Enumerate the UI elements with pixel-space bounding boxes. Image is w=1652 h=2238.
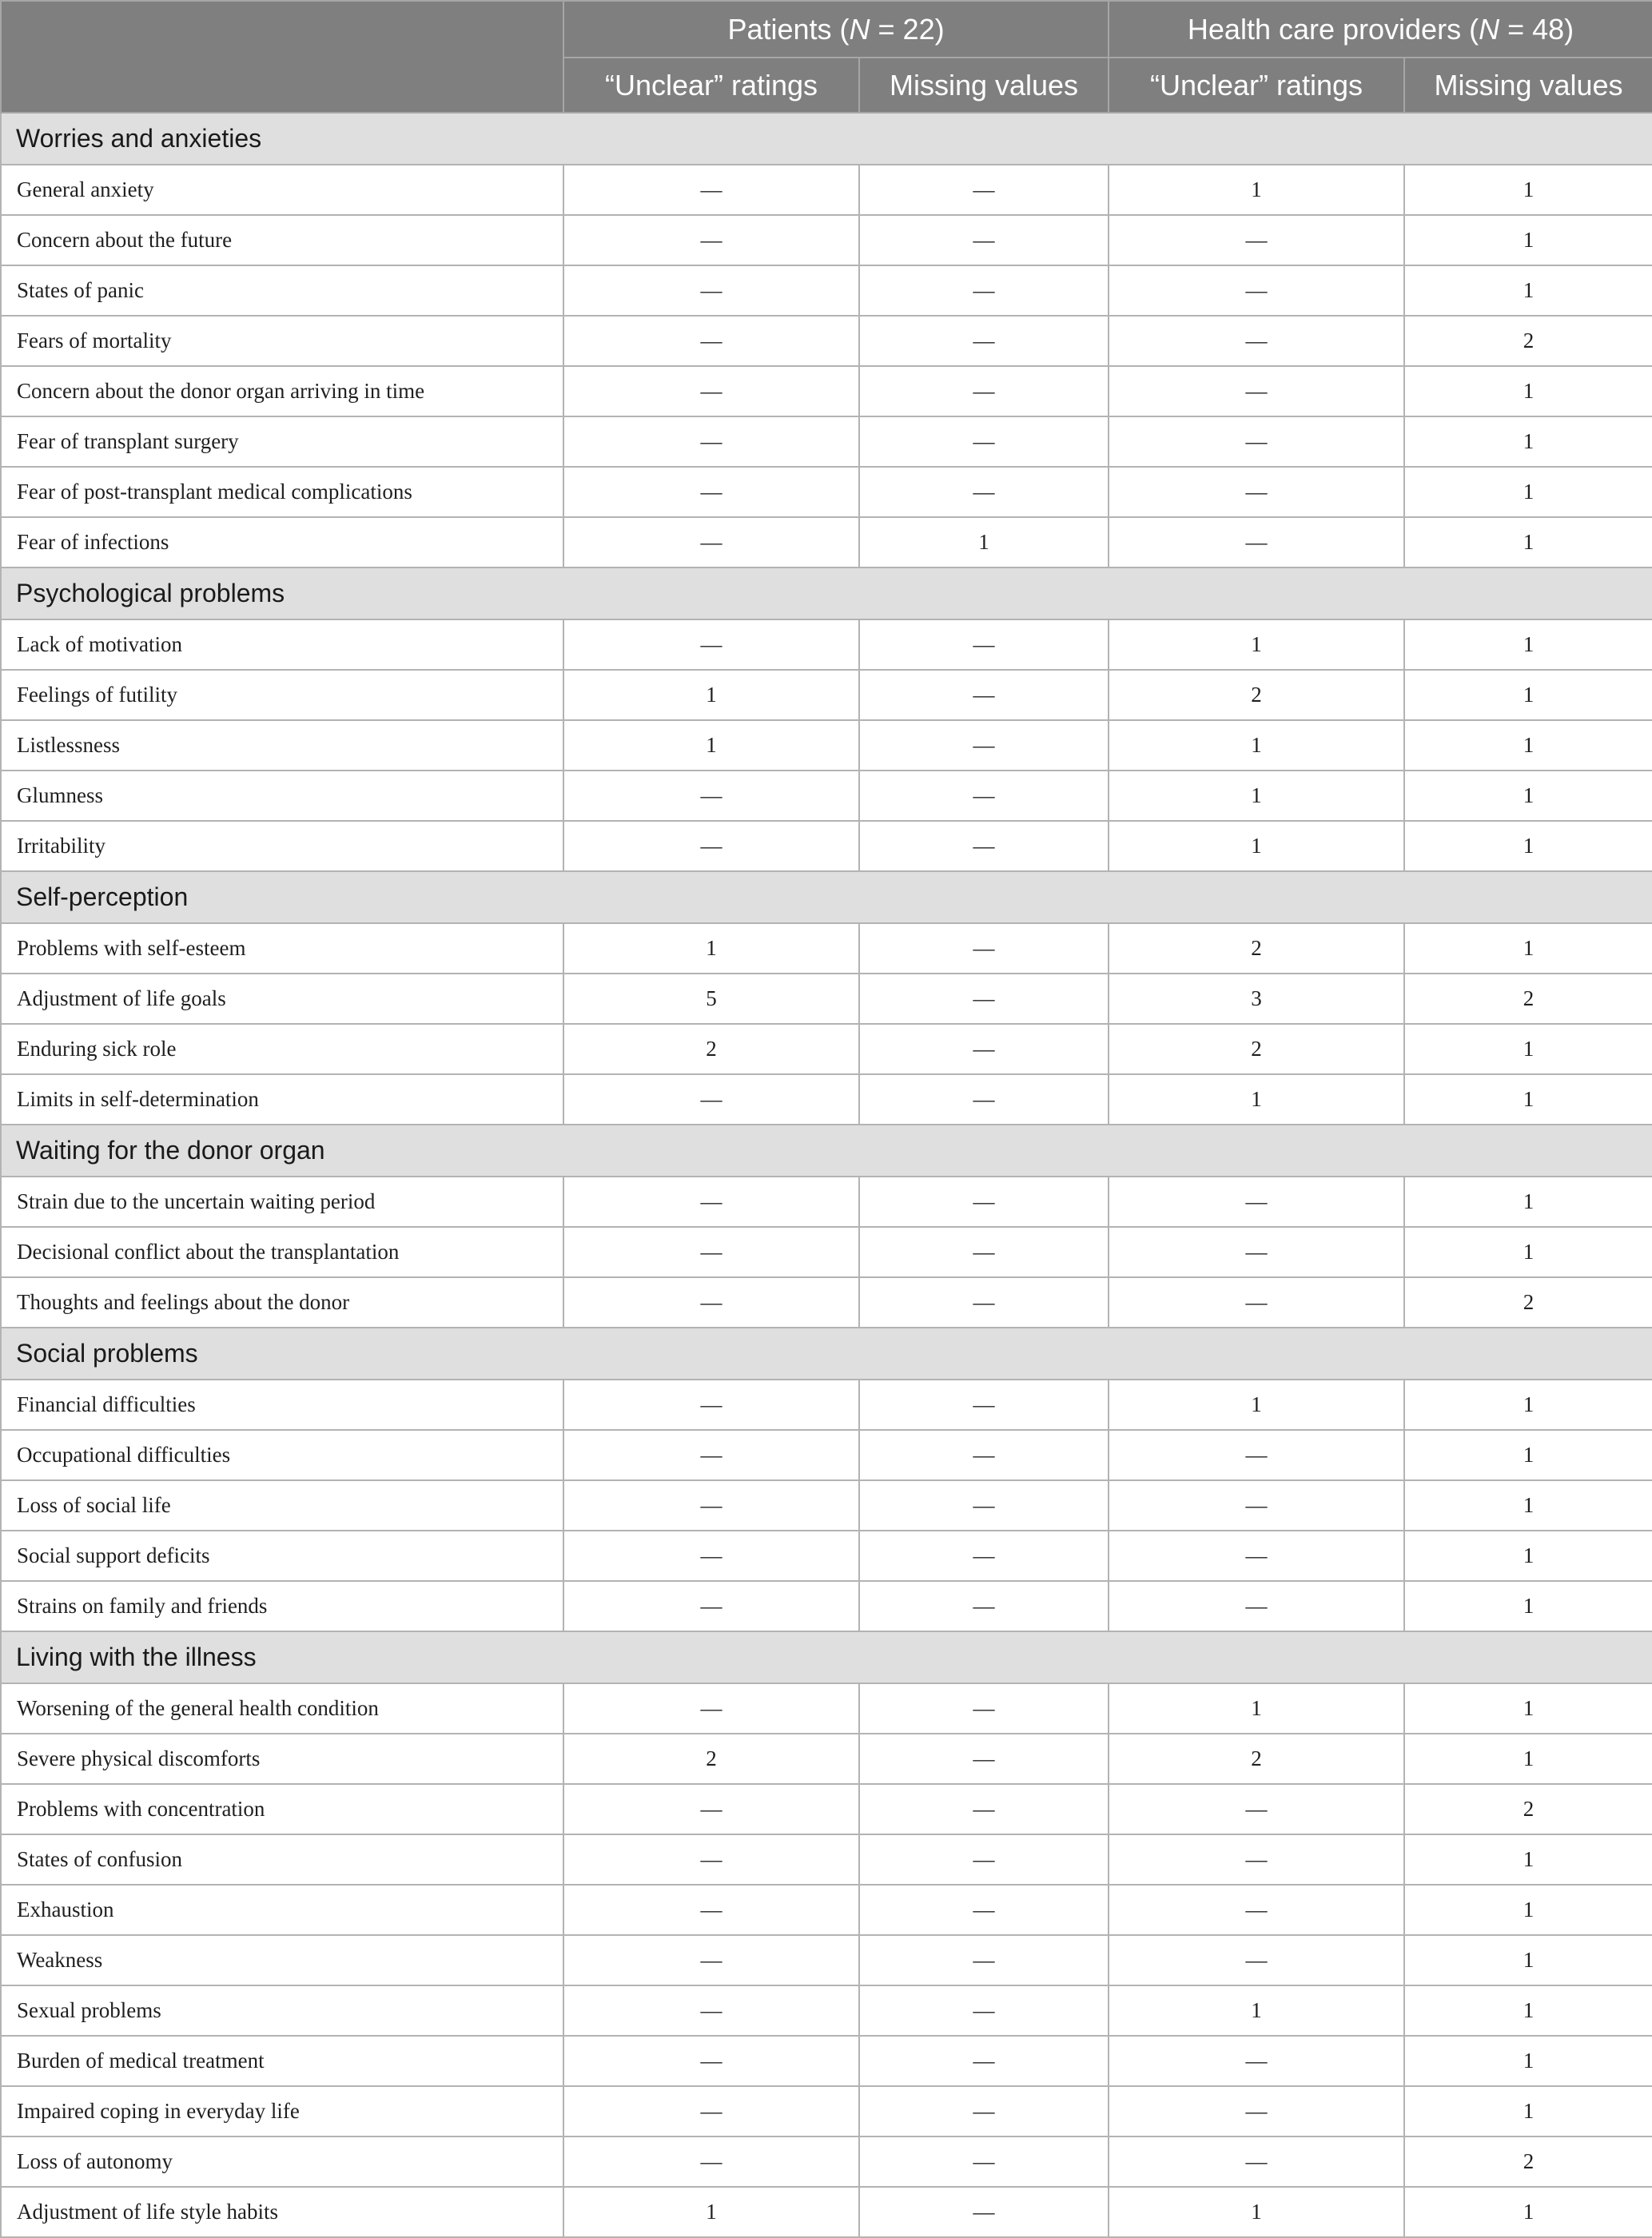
patients-unclear-cell: 5 — [563, 974, 859, 1024]
table-row — [1, 1380, 1652, 1430]
patients-suffix: = 22) — [870, 12, 945, 46]
providers-unclear-cell: 3 — [1109, 974, 1404, 1024]
table-row — [1, 1480, 1652, 1531]
patients-missing-cell: — — [859, 366, 1109, 416]
header-group-row — [1, 1, 1652, 58]
table-row — [1, 619, 1652, 670]
patients-unclear-cell: — — [563, 165, 859, 215]
patients-unclear-cell: — — [563, 1074, 859, 1125]
providers-missing-cell: 2 — [1404, 2136, 1652, 2187]
patients-unclear-cell: — — [563, 1227, 859, 1277]
table-row — [1, 517, 1652, 567]
row-label: Sexual problems — [1, 1985, 563, 2036]
patients-unclear-cell: 2 — [563, 1734, 859, 1784]
patients-unclear-cell: — — [563, 467, 859, 517]
header-providers-unclear: “Unclear” ratings — [1109, 58, 1404, 113]
patients-missing-cell: — — [859, 1734, 1109, 1784]
providers-unclear-cell: 1 — [1109, 1683, 1404, 1734]
header-patients-group — [563, 1, 1109, 58]
patients-unclear-cell: — — [563, 2036, 859, 2086]
providers-missing-cell: 1 — [1404, 1935, 1652, 1985]
table-row — [1, 974, 1652, 1024]
patients-missing-cell: — — [859, 1277, 1109, 1328]
table-row — [1, 2086, 1652, 2136]
table-row — [1, 670, 1652, 720]
patients-missing-cell: — — [859, 2136, 1109, 2187]
providers-missing-cell: 1 — [1404, 1480, 1652, 1531]
header-patients-missing: Missing values — [859, 58, 1109, 113]
table-row — [1, 215, 1652, 265]
providers-missing-cell: 1 — [1404, 1380, 1652, 1430]
patients-unclear-cell: — — [563, 1380, 859, 1430]
table-header — [1, 1, 1652, 113]
providers-missing-cell: 1 — [1404, 2036, 1652, 2086]
table-row — [1, 1683, 1652, 1734]
providers-unclear-cell: 1 — [1109, 1985, 1404, 2036]
table-row — [1, 1277, 1652, 1328]
patients-unclear-cell: 1 — [563, 670, 859, 720]
providers-unclear-cell: 1 — [1109, 1380, 1404, 1430]
providers-unclear-cell: — — [1109, 2086, 1404, 2136]
providers-unclear-cell: — — [1109, 1227, 1404, 1277]
providers-missing-cell: 1 — [1404, 1074, 1652, 1125]
providers-missing-cell: 1 — [1404, 2086, 1652, 2136]
patients-unclear-cell: — — [563, 2136, 859, 2187]
row-label: Exhaustion — [1, 1885, 563, 1935]
providers-missing-cell: 1 — [1404, 2187, 1652, 2237]
providers-prefix: Health care providers ( — [1187, 12, 1479, 46]
section-title: Worries and anxieties — [1, 113, 1652, 165]
table-row — [1, 2136, 1652, 2187]
row-label: Loss of social life — [1, 1480, 563, 1531]
table-row — [1, 316, 1652, 366]
patients-missing-cell: 1 — [859, 517, 1109, 567]
patients-missing-cell: — — [859, 2187, 1109, 2237]
table-body — [1, 113, 1652, 2237]
table-row — [1, 923, 1652, 974]
patients-unclear-cell: — — [563, 1885, 859, 1935]
providers-missing-cell: 1 — [1404, 1683, 1652, 1734]
header-patients-unclear: “Unclear” ratings — [563, 58, 859, 113]
providers-unclear-cell: — — [1109, 2136, 1404, 2187]
row-label: Severe physical discomforts — [1, 1734, 563, 1784]
table-row — [1, 771, 1652, 821]
patients-missing-cell: — — [859, 316, 1109, 366]
row-label: Fear of infections — [1, 517, 563, 567]
row-label: Occupational difficulties — [1, 1430, 563, 1480]
providers-missing-cell: 1 — [1404, 1834, 1652, 1885]
patients-missing-cell: — — [859, 1480, 1109, 1531]
providers-missing-cell: 1 — [1404, 1531, 1652, 1581]
patients-missing-cell: — — [859, 1834, 1109, 1885]
table-row — [1, 720, 1652, 771]
providers-unclear-cell: 1 — [1109, 771, 1404, 821]
patients-unclear-cell: — — [563, 1480, 859, 1531]
providers-missing-cell: 1 — [1404, 467, 1652, 517]
patients-unclear-cell: — — [563, 1277, 859, 1328]
providers-unclear-cell: — — [1109, 416, 1404, 467]
patients-missing-cell: — — [859, 619, 1109, 670]
patients-missing-cell: — — [859, 1985, 1109, 2036]
row-label: Enduring sick role — [1, 1024, 563, 1074]
providers-unclear-cell: — — [1109, 1885, 1404, 1935]
table-row — [1, 1074, 1652, 1125]
patients-missing-cell: — — [859, 2086, 1109, 2136]
patients-missing-cell: — — [859, 416, 1109, 467]
providers-unclear-cell: — — [1109, 1935, 1404, 1985]
section-title: Social problems — [1, 1328, 1652, 1380]
row-label: Problems with concentration — [1, 1784, 563, 1834]
patients-unclear-cell: 1 — [563, 720, 859, 771]
section-title: Psychological problems — [1, 567, 1652, 619]
row-label: Glumness — [1, 771, 563, 821]
section-title: Living with the illness — [1, 1631, 1652, 1683]
patients-missing-cell: — — [859, 215, 1109, 265]
row-label: Limits in self-determination — [1, 1074, 563, 1125]
table-row — [1, 1430, 1652, 1480]
providers-unclear-cell: — — [1109, 316, 1404, 366]
patients-missing-cell: — — [859, 1885, 1109, 1935]
providers-suffix: = 48) — [1499, 12, 1574, 46]
providers-unclear-cell: — — [1109, 1531, 1404, 1581]
patients-unclear-cell: — — [563, 265, 859, 316]
providers-missing-cell: 1 — [1404, 720, 1652, 771]
providers-missing-cell: 1 — [1404, 1985, 1652, 2036]
patients-missing-cell: — — [859, 1581, 1109, 1631]
section-row — [1, 1328, 1652, 1380]
patients-missing-cell: — — [859, 974, 1109, 1024]
table-row — [1, 1177, 1652, 1227]
patients-unclear-cell: — — [563, 1531, 859, 1581]
providers-missing-cell: 1 — [1404, 821, 1652, 871]
providers-missing-cell: 1 — [1404, 1734, 1652, 1784]
providers-unclear-cell: — — [1109, 2036, 1404, 2086]
table-row — [1, 1935, 1652, 1985]
row-label: Irritability — [1, 821, 563, 871]
row-label: Fear of post-transplant medical complications — [1, 467, 563, 517]
row-label: Concern about the future — [1, 215, 563, 265]
patients-missing-cell: — — [859, 467, 1109, 517]
row-label: Weakness — [1, 1935, 563, 1985]
row-label: Feelings of futility — [1, 670, 563, 720]
patients-missing-cell: — — [859, 1024, 1109, 1074]
table-row — [1, 1885, 1652, 1935]
table-row — [1, 1581, 1652, 1631]
table-row — [1, 1784, 1652, 1834]
providers-missing-cell: 2 — [1404, 1784, 1652, 1834]
patients-unclear-cell: 1 — [563, 2187, 859, 2237]
table-row — [1, 467, 1652, 517]
table-row — [1, 1227, 1652, 1277]
providers-missing-cell: 1 — [1404, 1227, 1652, 1277]
providers-unclear-cell: — — [1109, 215, 1404, 265]
patients-missing-cell: — — [859, 265, 1109, 316]
table-row — [1, 165, 1652, 215]
section-row — [1, 1125, 1652, 1177]
providers-missing-cell: 1 — [1404, 670, 1652, 720]
patients-unclear-cell: — — [563, 416, 859, 467]
patients-missing-cell: — — [859, 165, 1109, 215]
providers-missing-cell: 1 — [1404, 165, 1652, 215]
row-label: Decisional conflict about the transplantation — [1, 1227, 563, 1277]
table-row — [1, 265, 1652, 316]
section-title: Waiting for the donor organ — [1, 1125, 1652, 1177]
patients-unclear-cell: — — [563, 366, 859, 416]
providers-unclear-cell: 1 — [1109, 720, 1404, 771]
patients-missing-cell: — — [859, 1531, 1109, 1581]
providers-missing-cell: 1 — [1404, 517, 1652, 567]
patients-unclear-cell: — — [563, 619, 859, 670]
patients-missing-cell: — — [859, 1380, 1109, 1430]
patients-missing-cell: — — [859, 2036, 1109, 2086]
providers-unclear-cell: 2 — [1109, 1734, 1404, 1784]
header-providers-missing: Missing values — [1404, 58, 1652, 113]
providers-unclear-cell: 2 — [1109, 923, 1404, 974]
patients-unclear-cell: 2 — [563, 1024, 859, 1074]
providers-unclear-cell: 1 — [1109, 2187, 1404, 2237]
row-label: Listlessness — [1, 720, 563, 771]
table-row — [1, 416, 1652, 467]
row-label: States of panic — [1, 265, 563, 316]
providers-missing-cell: 2 — [1404, 1277, 1652, 1328]
row-label: Strain due to the uncertain waiting period — [1, 1177, 563, 1227]
providers-unclear-cell: — — [1109, 1177, 1404, 1227]
row-label: Loss of autonomy — [1, 2136, 563, 2187]
patients-missing-cell: — — [859, 1784, 1109, 1834]
patients-unclear-cell: — — [563, 316, 859, 366]
row-label: Adjustment of life goals — [1, 974, 563, 1024]
section-row — [1, 871, 1652, 923]
providers-missing-cell: 2 — [1404, 316, 1652, 366]
providers-unclear-cell: 1 — [1109, 821, 1404, 871]
providers-unclear-cell: 1 — [1109, 165, 1404, 215]
row-label: Strains on family and friends — [1, 1581, 563, 1631]
row-label: Concern about the donor organ arriving in time — [1, 366, 563, 416]
patients-unclear-cell: — — [563, 771, 859, 821]
providers-missing-cell: 1 — [1404, 265, 1652, 316]
header-providers-group — [1109, 1, 1652, 58]
patients-unclear-cell: — — [563, 1581, 859, 1631]
table-row — [1, 2036, 1652, 2086]
row-label: Burden of medical treatment — [1, 2036, 563, 2086]
row-label: Fears of mortality — [1, 316, 563, 366]
section-row — [1, 113, 1652, 165]
providers-n-symbol: N — [1479, 12, 1500, 46]
row-label: Problems with self-esteem — [1, 923, 563, 974]
patients-unclear-cell: — — [563, 1985, 859, 2036]
patients-n-symbol: N — [849, 12, 870, 46]
patients-unclear-cell: — — [563, 517, 859, 567]
patients-unclear-cell: — — [563, 1683, 859, 1734]
row-label: Worsening of the general health condition — [1, 1683, 563, 1734]
row-label: Lack of motivation — [1, 619, 563, 670]
row-label: Thoughts and feelings about the donor — [1, 1277, 563, 1328]
table-row — [1, 1985, 1652, 2036]
providers-missing-cell: 1 — [1404, 1024, 1652, 1074]
section-row — [1, 567, 1652, 619]
patients-missing-cell: — — [859, 1935, 1109, 1985]
providers-missing-cell: 2 — [1404, 974, 1652, 1024]
providers-missing-cell: 1 — [1404, 215, 1652, 265]
patients-unclear-cell: 1 — [563, 923, 859, 974]
row-label: Social support deficits — [1, 1531, 563, 1581]
patients-unclear-cell: — — [563, 1430, 859, 1480]
patients-prefix: Patients ( — [727, 12, 850, 46]
patients-missing-cell: — — [859, 1430, 1109, 1480]
patients-unclear-cell: — — [563, 1177, 859, 1227]
providers-unclear-cell: — — [1109, 1480, 1404, 1531]
patients-missing-cell: — — [859, 1227, 1109, 1277]
patients-missing-cell: — — [859, 720, 1109, 771]
providers-missing-cell: 1 — [1404, 366, 1652, 416]
providers-missing-cell: 1 — [1404, 923, 1652, 974]
row-label: Financial difficulties — [1, 1380, 563, 1430]
providers-unclear-cell: 1 — [1109, 1074, 1404, 1125]
providers-missing-cell: 1 — [1404, 771, 1652, 821]
providers-unclear-cell: — — [1109, 1784, 1404, 1834]
row-label: Impaired coping in everyday life — [1, 2086, 563, 2136]
table-row — [1, 1834, 1652, 1885]
table-row — [1, 1531, 1652, 1581]
patients-missing-cell: — — [859, 1177, 1109, 1227]
patients-unclear-cell: — — [563, 1935, 859, 1985]
patients-missing-cell: — — [859, 670, 1109, 720]
providers-missing-cell: 1 — [1404, 619, 1652, 670]
providers-unclear-cell: — — [1109, 366, 1404, 416]
patients-missing-cell: — — [859, 1683, 1109, 1734]
providers-unclear-cell: 2 — [1109, 670, 1404, 720]
patients-unclear-cell: — — [563, 1784, 859, 1834]
providers-unclear-cell: — — [1109, 1277, 1404, 1328]
providers-missing-cell: 1 — [1404, 1177, 1652, 1227]
row-label: States of confusion — [1, 1834, 563, 1885]
providers-missing-cell: 1 — [1404, 1581, 1652, 1631]
section-title: Self-perception — [1, 871, 1652, 923]
providers-unclear-cell: — — [1109, 1430, 1404, 1480]
patients-missing-cell: — — [859, 771, 1109, 821]
providers-missing-cell: 1 — [1404, 1430, 1652, 1480]
table-row — [1, 821, 1652, 871]
providers-unclear-cell: — — [1109, 517, 1404, 567]
row-label: Adjustment of life style habits — [1, 2187, 563, 2237]
patients-missing-cell: — — [859, 821, 1109, 871]
patients-unclear-cell: — — [563, 1834, 859, 1885]
table-row — [1, 1024, 1652, 1074]
patients-unclear-cell: — — [563, 2086, 859, 2136]
table-row — [1, 1734, 1652, 1784]
providers-unclear-cell: — — [1109, 467, 1404, 517]
table-row — [1, 2187, 1652, 2237]
header-corner-cell — [1, 1, 563, 113]
providers-missing-cell: 1 — [1404, 416, 1652, 467]
row-label: General anxiety — [1, 165, 563, 215]
providers-missing-cell: 1 — [1404, 1885, 1652, 1935]
patients-unclear-cell: — — [563, 821, 859, 871]
providers-unclear-cell: — — [1109, 265, 1404, 316]
providers-unclear-cell: 2 — [1109, 1024, 1404, 1074]
patients-missing-cell: — — [859, 1074, 1109, 1125]
patients-unclear-cell: — — [563, 215, 859, 265]
row-label: Fear of transplant surgery — [1, 416, 563, 467]
patients-missing-cell: — — [859, 923, 1109, 974]
providers-unclear-cell: — — [1109, 1581, 1404, 1631]
providers-unclear-cell: 1 — [1109, 619, 1404, 670]
providers-unclear-cell: — — [1109, 1834, 1404, 1885]
section-row — [1, 1631, 1652, 1683]
table-row — [1, 366, 1652, 416]
